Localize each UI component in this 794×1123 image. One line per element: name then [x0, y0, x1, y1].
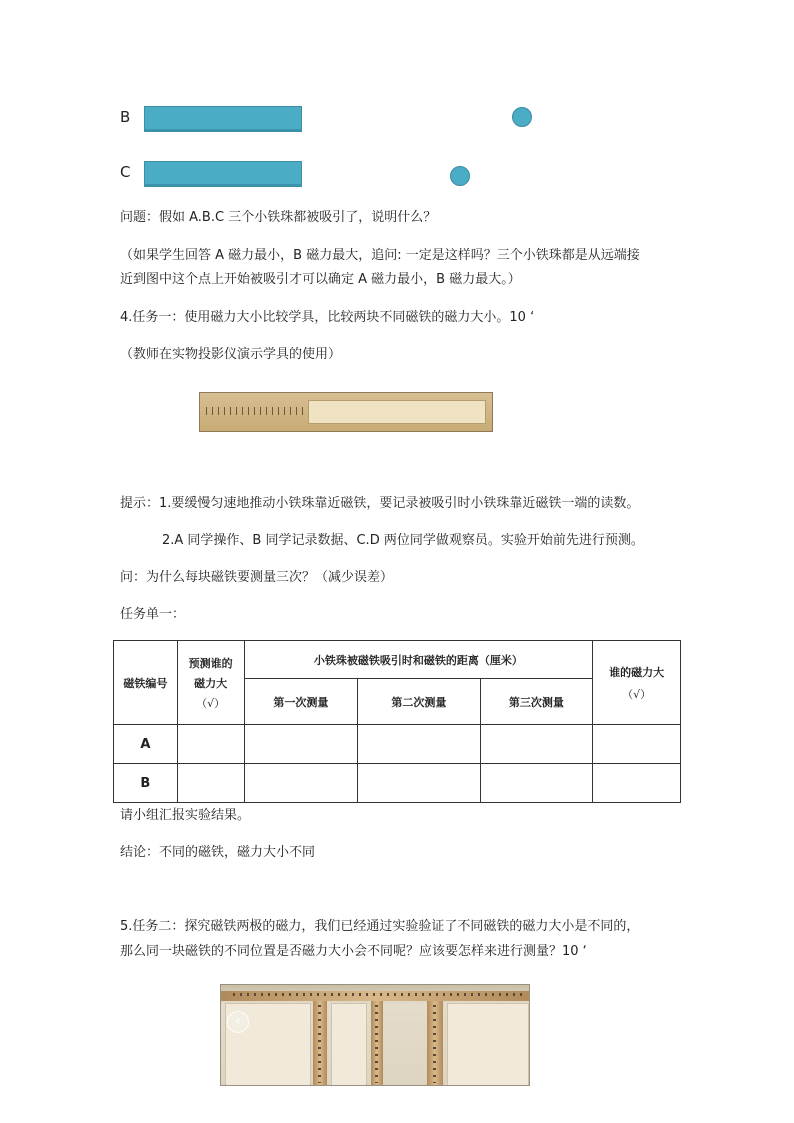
cell-a-third[interactable] [480, 725, 593, 764]
label-c: C [120, 163, 131, 181]
cell-b-stronger[interactable] [593, 764, 681, 803]
worksheet-title: 任务单一： [120, 607, 186, 622]
worksheet-table [113, 640, 681, 803]
header-stronger: 谁的磁力大 （√） [593, 641, 681, 725]
strip-3-holes [433, 1005, 436, 1083]
apparatus-photo [220, 984, 530, 1086]
magnet-bar-b [144, 106, 302, 132]
question-2: 问：为什么每块磁铁要测量三次？（减少误差） [120, 570, 394, 585]
cell-a-stronger[interactable] [593, 725, 681, 764]
conclusion-line: 结论：不同的磁铁，磁力大小不同 [120, 845, 316, 860]
ruler-ticks [206, 407, 306, 415]
header-distance: 小铁珠被磁铁吸引时和磁铁的距离（厘米） [244, 641, 593, 679]
task-1-note: （教师在实物投影仪演示学具的使用） [120, 347, 342, 362]
task-2-line-1: 5.任务二：探究磁铁两极的磁力，我们已经通过实验验证了不同磁铁的磁力大小是不同的， [120, 919, 640, 934]
header-third-measure: 第三次测量 [480, 679, 593, 725]
tip-2: 2.A 同学操作、B 同学记录数据、C.D 两位同学做观察员。实验开始前先进行预测。 [162, 533, 644, 548]
hint-line-1: （如果学生回答 A 磁力最小，B 磁力最大，追问: 一定是这样吗？三个小铁珠都是从远端接 [120, 248, 640, 263]
cell-b-predict[interactable] [177, 764, 244, 803]
task-2-line-2: 那么同一块磁铁的不同位置是否磁力大小会不同呢？应该要怎样来进行测量？10 ‘ [120, 944, 587, 959]
strip-1-holes [318, 1005, 321, 1083]
header-magnet-number: 磁铁编号 [114, 641, 178, 725]
header-first-measure: 第一次测量 [244, 679, 358, 725]
ruler-photo [199, 392, 493, 432]
magnet-bar-c [144, 161, 302, 187]
middle-plate [331, 1003, 367, 1086]
row-label-a: A [114, 725, 178, 764]
header-predict: 预测谁的 磁力大 （√） [177, 641, 244, 725]
iron-ball-b [512, 107, 532, 127]
hint-line-2: 近到图中这个点上开始被吸引才可以确定 A 磁力最小，B 磁力最大。） [120, 272, 521, 287]
cell-b-third[interactable] [480, 764, 593, 803]
cell-a-predict[interactable] [177, 725, 244, 764]
cell-b-second[interactable] [358, 764, 481, 803]
cell-a-first[interactable] [244, 725, 358, 764]
cell-b-first[interactable] [244, 764, 358, 803]
report-line: 请小组汇报实验结果。 [120, 808, 251, 823]
cell-a-second[interactable] [358, 725, 481, 764]
ruler-slot [308, 400, 486, 424]
right-plate [447, 1003, 529, 1086]
task-1-title: 4.任务一：使用磁力大小比较学具，比较两块不同磁铁的磁力大小。10 ‘ [120, 310, 535, 325]
label-b: B [120, 108, 131, 126]
chevron-left-icon[interactable]: ‹ [227, 1011, 249, 1033]
question-1: 问题：假如 A.B.C 三个小铁珠都被吸引了，说明什么？ [120, 210, 437, 225]
tip-1: 提示：1.要缓慢匀速地推动小铁珠靠近磁铁，要记录被吸引时小铁珠靠近磁铁一端的读数。 [120, 496, 640, 511]
row-label-b: B [114, 764, 178, 803]
header-second-measure: 第二次测量 [358, 679, 481, 725]
strip-2-holes [375, 1005, 378, 1083]
top-strip-holes [233, 993, 523, 996]
iron-ball-c [450, 166, 470, 186]
